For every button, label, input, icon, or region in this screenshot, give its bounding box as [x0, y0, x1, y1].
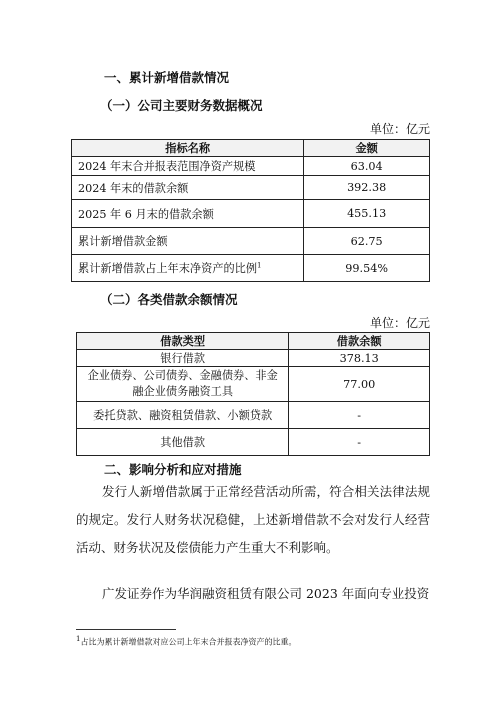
row-value: 99.54%	[304, 255, 430, 282]
section-title-1: 一、累计新增借款情况	[104, 70, 230, 85]
row-label: 其他借款	[77, 429, 289, 456]
row-label-text: 累计新增借款占上年末净资产的比例	[78, 262, 258, 275]
row-label: 累计新增借款金额	[72, 228, 304, 255]
table-header-row	[72, 140, 430, 157]
table-row	[72, 176, 430, 200]
footnote-marker: 1	[76, 635, 81, 643]
footnote-text: 占比为累计新增借款对应公司上年末合并报表净资产的比重。	[80, 637, 297, 647]
row-value: -	[289, 429, 430, 456]
row-value: 378.13	[289, 350, 430, 367]
row-label	[72, 255, 304, 282]
row-value: 392.38	[304, 176, 430, 200]
row-label: 2025 年 6 月末的借款余额	[72, 200, 304, 228]
column-header: 指标名称	[72, 140, 304, 157]
column-header: 借款类型	[77, 333, 289, 350]
table-row	[72, 228, 430, 255]
row-label: 2024 年末合并报表范围净资产规模	[72, 157, 304, 176]
table-row	[72, 157, 430, 176]
row-value: 63.04	[304, 157, 430, 176]
financial-summary-table	[71, 139, 430, 282]
column-header: 金额	[304, 140, 430, 157]
row-label: 银行借款	[77, 350, 289, 367]
footnote-divider	[76, 629, 176, 630]
row-value: -	[289, 402, 430, 429]
row-label: 企业债券、公司债券、金融债券、非金融企业债务融资工具	[77, 367, 289, 402]
column-header: 借款余额	[289, 333, 430, 350]
row-label: 委托贷款、融资租赁借款、小额贷款	[77, 402, 289, 429]
subsection-title-1: （一）公司主要财务数据概况	[100, 98, 263, 113]
footnote	[76, 635, 296, 648]
table-row	[77, 429, 430, 456]
unit-label-1: 单位：亿元	[369, 122, 430, 136]
row-value: 455.13	[304, 200, 430, 228]
analysis-paragraph: 发行人新增借款属于正常经营活动所需，符合相关法律法规的规定。发行人财务状况稳健，上述新增借款不会对发行人经营活动、财务状况及偿债能力产生重大不利影响。	[76, 484, 430, 555]
closing-paragraph: 广发证券作为华润融资租赁有限公司 2023 年面向专业投资	[102, 586, 430, 601]
table-header-row	[77, 333, 430, 350]
table-row	[72, 255, 430, 282]
table-row	[77, 402, 430, 429]
table-row	[72, 200, 430, 228]
table-row	[77, 367, 430, 402]
unit-label-2: 单位：亿元	[369, 316, 430, 330]
footnote-marker: 1	[257, 261, 262, 270]
subsection-title-2: （二）各类借款余额情况	[100, 292, 238, 307]
row-value: 77.00	[289, 367, 430, 402]
section-title-2: 二、影响分析和应对措施	[104, 462, 242, 477]
row-value: 62.75	[304, 228, 430, 255]
row-label: 2024 年末的借款余额	[72, 176, 304, 200]
borrowing-balance-table	[76, 332, 430, 456]
table-row	[77, 350, 430, 367]
